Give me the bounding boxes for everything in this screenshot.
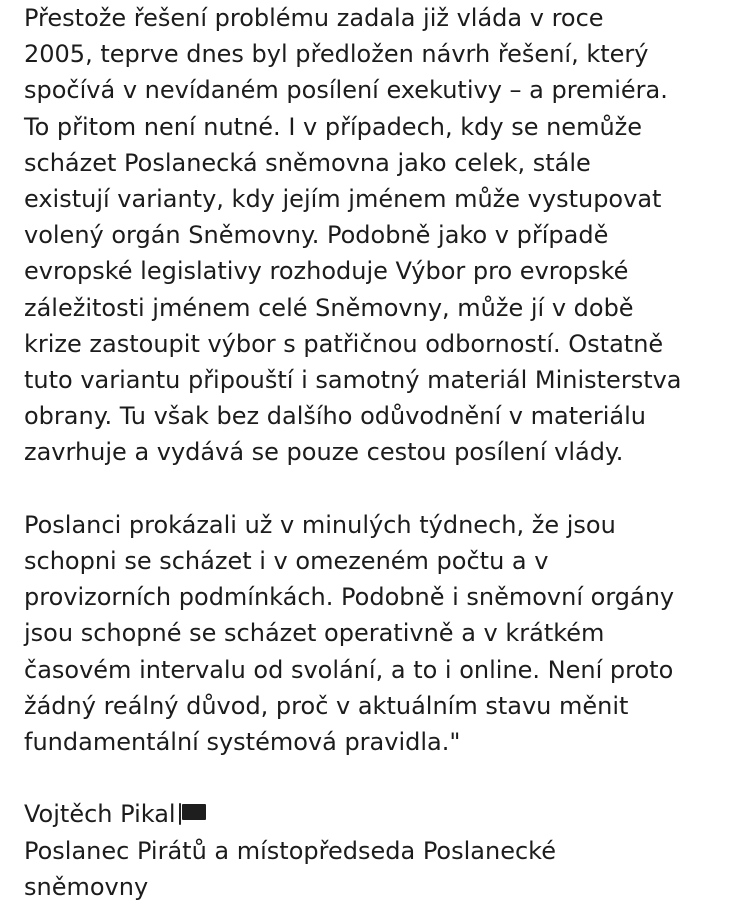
text-line: provizorních podmínkách. Podobně i sněmovní orgány: [24, 583, 675, 612]
signature-name: Vojtěch Pikal: [24, 800, 176, 829]
post-body: [24, 0, 734, 905]
black-flag-icon: [179, 803, 207, 823]
signature-name-row: [24, 796, 734, 832]
text-line: jsou schopné se scházet operativně a v krátkém: [24, 619, 605, 648]
text-line: Přestože řešení problému zadala již vláda v roce: [24, 4, 604, 32]
text-line: fundamentální systémová pravidla.": [24, 728, 461, 757]
text-line: evropské legislativy rozhoduje Výbor pro evropské: [24, 257, 629, 286]
text-line: existují varianty, kdy jejím jménem může vystupovat: [24, 185, 662, 214]
text-line: spočívá v nevídaném posílení exekutivy – a premiéra.: [24, 76, 668, 105]
text-line: časovém intervalu od svolání, a to i online. Není proto: [24, 655, 674, 684]
signature-title-line: Poslanec Pirátů a místopředseda Poslanecké: [24, 836, 556, 865]
paragraph-2: [24, 507, 734, 760]
text-line: zavrhuje a vydává se pouze cestou posílení vlády.: [24, 438, 624, 467]
paragraph-gap: [24, 760, 734, 796]
signature: [24, 796, 734, 905]
signature-title-line: sněmovny: [24, 872, 149, 901]
text-line: Poslanci prokázali už v minulých týdnech, že jsou: [24, 510, 616, 539]
text-line: krize zastoupit výbor s patřičnou odborností. Ostatně: [24, 329, 664, 358]
text-line: 2005, teprve dnes byl předložen návrh řešení, který: [24, 40, 649, 69]
paragraph-gap: [24, 471, 734, 507]
text-line: tuto variantu připouští i samotný materiál Ministerstva: [24, 366, 682, 395]
text-line: scházet Poslanecká sněmovna jako celek, stále: [24, 148, 591, 177]
paragraph-1: [24, 0, 734, 471]
text-line: schopni se scházet i v omezeném počtu a v: [24, 547, 549, 576]
text-line: To přitom není nutné. I v případech, kdy se nemůže: [24, 112, 643, 141]
text-line: záležitosti jménem celé Sněmovny, může jí v době: [24, 293, 634, 322]
text-line: volený orgán Sněmovny. Podobně jako v případě: [24, 221, 609, 250]
text-line: žádný reálný důvod, proč v aktuálním stavu měnit: [24, 691, 629, 720]
text-line: obrany. Tu však bez dalšího odůvodnění v materiálu: [24, 402, 647, 431]
